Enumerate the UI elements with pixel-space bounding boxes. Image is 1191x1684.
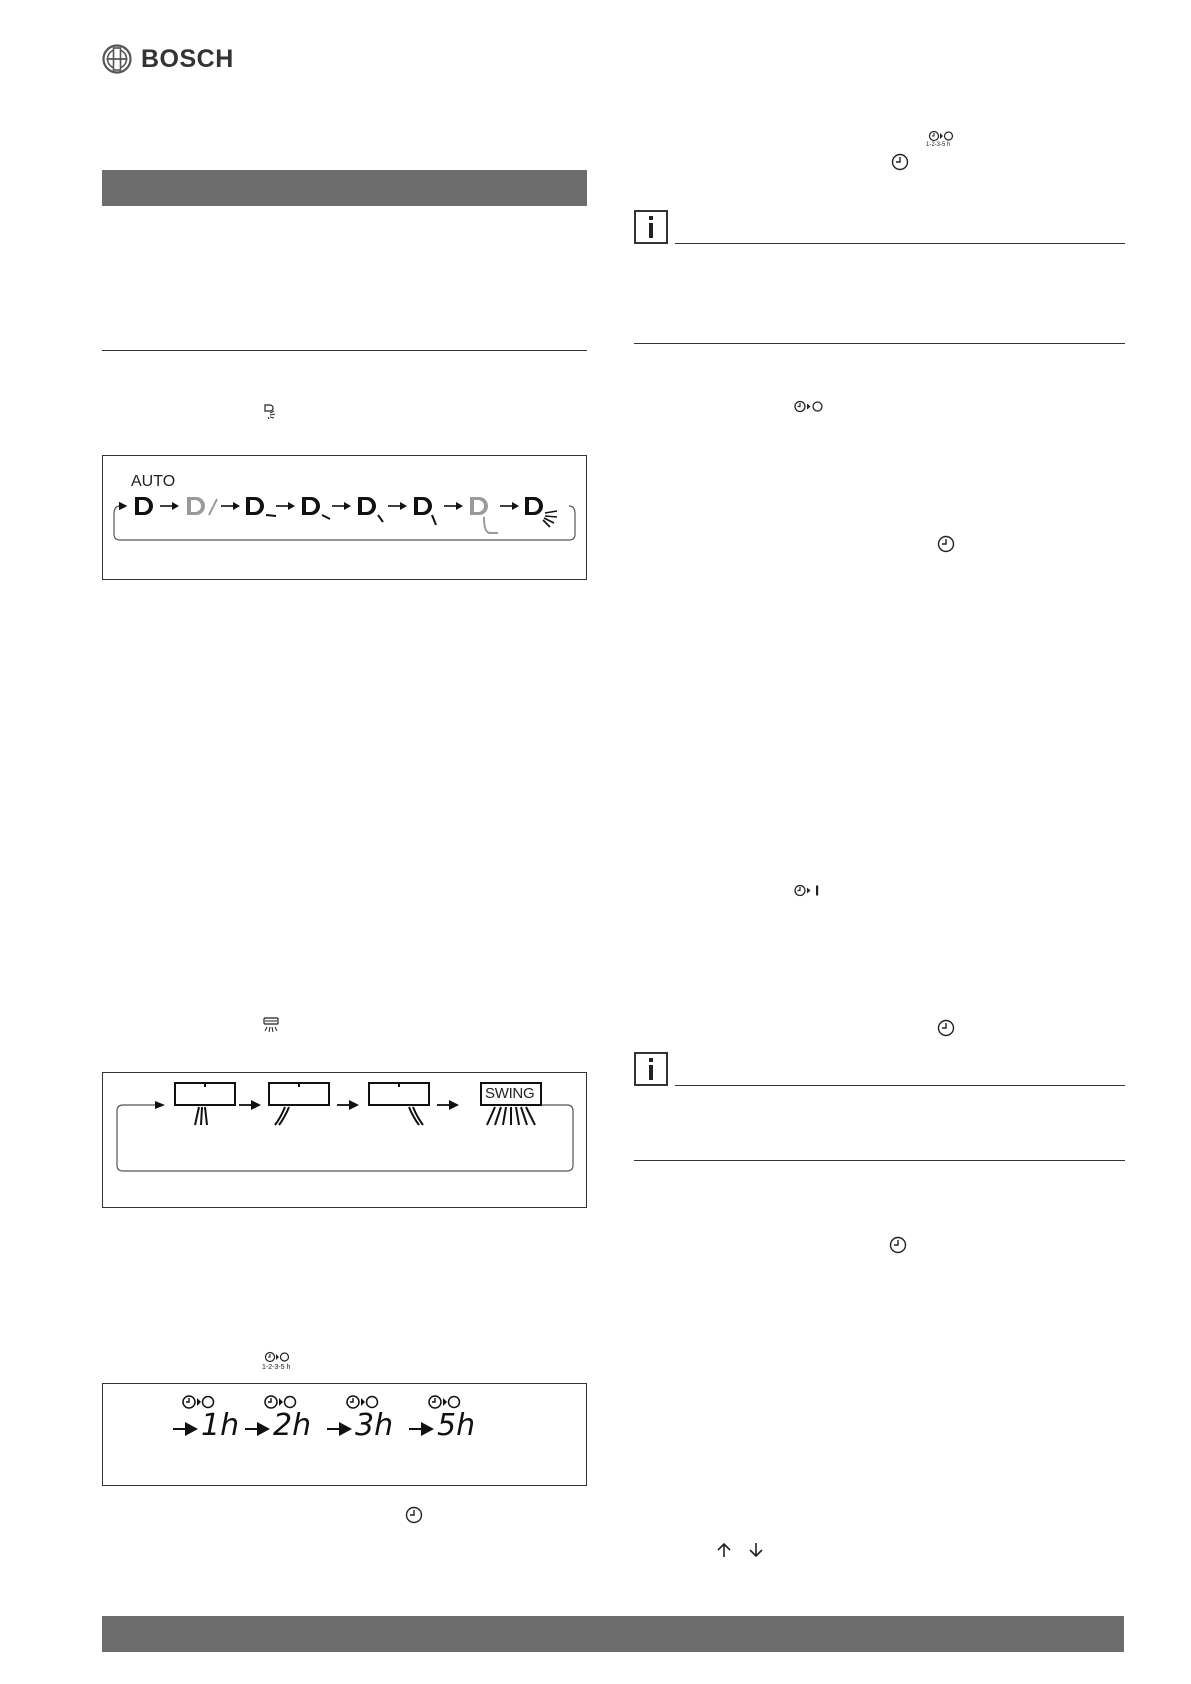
info-icon xyxy=(634,1052,668,1086)
louver-auto-icon xyxy=(133,495,157,519)
arrow-down-icon xyxy=(748,1542,764,1558)
louver-sequence-diagram xyxy=(103,456,586,579)
timer-step-1h: 1h xyxy=(201,1408,240,1443)
info-note-top-rule xyxy=(675,1085,1125,1086)
bosch-logo xyxy=(102,44,234,74)
louver-position-6-icon xyxy=(468,495,504,537)
timer-caption: 1-2-3-5 h xyxy=(262,1364,291,1371)
section-header-band xyxy=(102,170,587,206)
timer-step-2h: 2h xyxy=(273,1408,312,1443)
info-note-bottom-rule xyxy=(634,343,1125,344)
louver-position-2-icon xyxy=(244,495,280,521)
timer-off-steps-figure xyxy=(102,1383,587,1486)
timer-off-button-icon-right xyxy=(926,130,956,148)
arrow-right-icon xyxy=(245,1419,271,1439)
footer-band xyxy=(102,1616,1124,1652)
clock-to-off-icon xyxy=(794,400,824,413)
louver-position-5-icon xyxy=(412,495,448,527)
clock-to-on-icon xyxy=(794,884,824,897)
arrow-right-icon xyxy=(160,501,180,511)
brand-name: BOSCH xyxy=(141,44,234,73)
arrow-right-icon xyxy=(221,501,241,511)
clock-icon xyxy=(889,1236,907,1254)
info-note-bottom-rule xyxy=(634,1160,1125,1161)
arrow-right-icon xyxy=(388,501,408,511)
section-divider xyxy=(102,350,587,351)
horizontal-louver-sequence-figure xyxy=(102,1072,587,1208)
clock-to-off-icon xyxy=(264,1351,290,1363)
vertical-swing-button-icon xyxy=(262,403,278,419)
clock-icon xyxy=(937,535,955,553)
clock-to-off-icon xyxy=(928,130,954,142)
swing-label: SWING xyxy=(485,1085,535,1102)
auto-label: AUTO xyxy=(131,473,176,490)
timer-step-5h: 5h xyxy=(437,1408,476,1443)
arrow-right-icon xyxy=(327,1419,353,1439)
info-note-top-rule xyxy=(675,243,1125,244)
arrow-right-icon xyxy=(500,501,520,511)
louver-swing-icon xyxy=(523,495,563,529)
info-icon xyxy=(634,210,668,244)
arrow-up-icon xyxy=(716,1542,732,1558)
timer-caption: 1-2-3-5 h xyxy=(926,142,951,148)
clock-icon xyxy=(405,1506,423,1524)
arrow-right-icon xyxy=(332,501,352,511)
arrow-right-icon xyxy=(173,1419,199,1439)
louver-position-1-icon xyxy=(185,495,225,521)
louver-position-4-icon xyxy=(356,495,392,525)
arrow-right-icon xyxy=(409,1419,435,1439)
arrow-right-icon xyxy=(276,501,296,511)
horizontal-swing-button-icon xyxy=(262,1017,280,1033)
timer-off-button-icon xyxy=(262,1351,292,1377)
vertical-louver-sequence-figure xyxy=(102,455,587,580)
clock-icon xyxy=(891,153,909,171)
timer-step-3h: 3h xyxy=(355,1408,394,1443)
arrow-right-icon xyxy=(444,501,464,511)
bosch-armature-icon xyxy=(102,44,132,74)
louver-position-3-icon xyxy=(300,495,336,523)
clock-icon xyxy=(937,1019,955,1037)
